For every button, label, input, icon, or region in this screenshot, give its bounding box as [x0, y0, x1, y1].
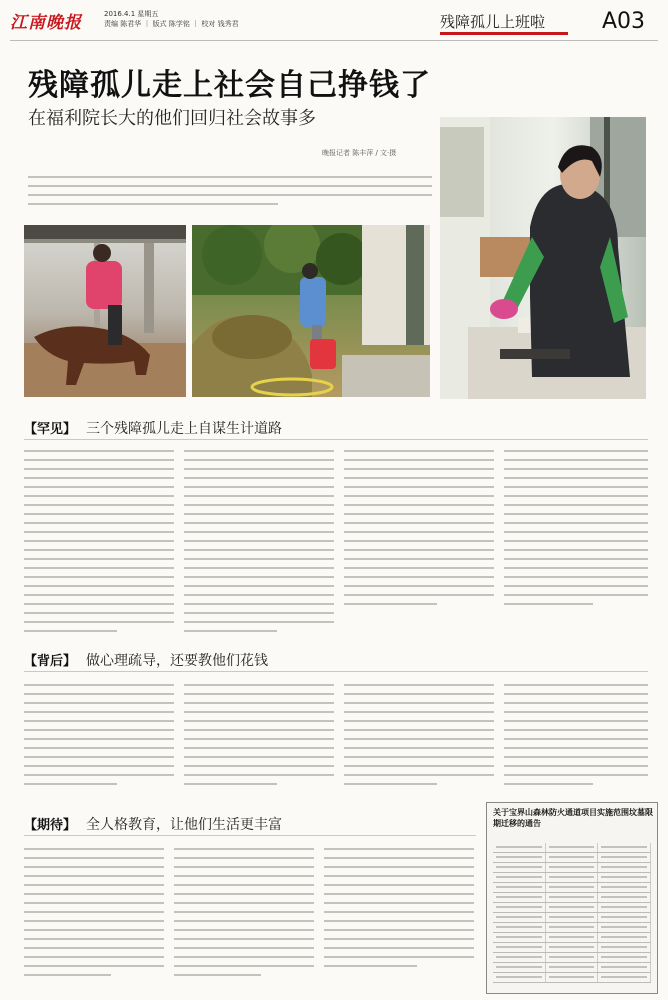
photo-horse-riding [24, 225, 186, 397]
notice-table [493, 843, 651, 983]
photo-farm-work [192, 225, 430, 397]
subheadline: 在福利院长大的他们回归社会故事多 [28, 108, 316, 129]
section-divider [24, 671, 648, 672]
column-10 [174, 848, 314, 983]
column-6 [184, 684, 334, 792]
column-1 [24, 450, 174, 639]
masthead [0, 0, 668, 40]
headline: 残障孤儿走上社会自己挣钱了 [28, 68, 431, 103]
page-number: A03 [602, 9, 646, 34]
section-head-rare [24, 418, 282, 438]
section-tag: 【背后】 [24, 654, 77, 669]
section-title: 做心理疏导，还要教他们花钱 [86, 653, 269, 669]
section-title: 全人格教育，让他们生活更丰富 [86, 817, 283, 833]
column-9 [24, 848, 164, 983]
section-divider [24, 835, 476, 836]
section-head-behind [24, 650, 268, 670]
section-accent-bar [440, 32, 568, 35]
photo-girl-ironing [440, 117, 646, 399]
column-11 [324, 848, 474, 974]
column-2 [184, 450, 334, 639]
section-title: 三个残障孤儿走上自谋生计道路 [86, 421, 283, 437]
section-name: 残障孤儿上班啦 [440, 13, 546, 31]
issue-editors: 责编 陈君华 ｜ 版式 陈学铭 ｜ 校对 钱秀君 [104, 20, 239, 28]
column-4 [504, 450, 648, 612]
masthead-divider [10, 40, 658, 41]
newspaper-logo: 江南晚报 [10, 13, 82, 33]
column-8 [504, 684, 648, 792]
section-tag: 【期待】 [24, 818, 77, 833]
notice-title: 关于宝界山森林防火通道项目实施范围坟墓限期迁移的通告 [493, 808, 653, 828]
issue-date: 2016.4.1 星期五 [104, 10, 159, 18]
byline: 晚报记者 陈丰萍 / 文·摄 [322, 149, 397, 157]
column-7 [344, 684, 494, 792]
column-3 [344, 450, 494, 612]
section-divider [24, 439, 648, 440]
notice-box [486, 802, 658, 994]
section-head-expect [24, 814, 282, 834]
section-tag: 【罕见】 [24, 422, 77, 437]
lead-paragraph [28, 176, 432, 210]
issue-meta [104, 9, 239, 29]
column-5 [24, 684, 174, 792]
